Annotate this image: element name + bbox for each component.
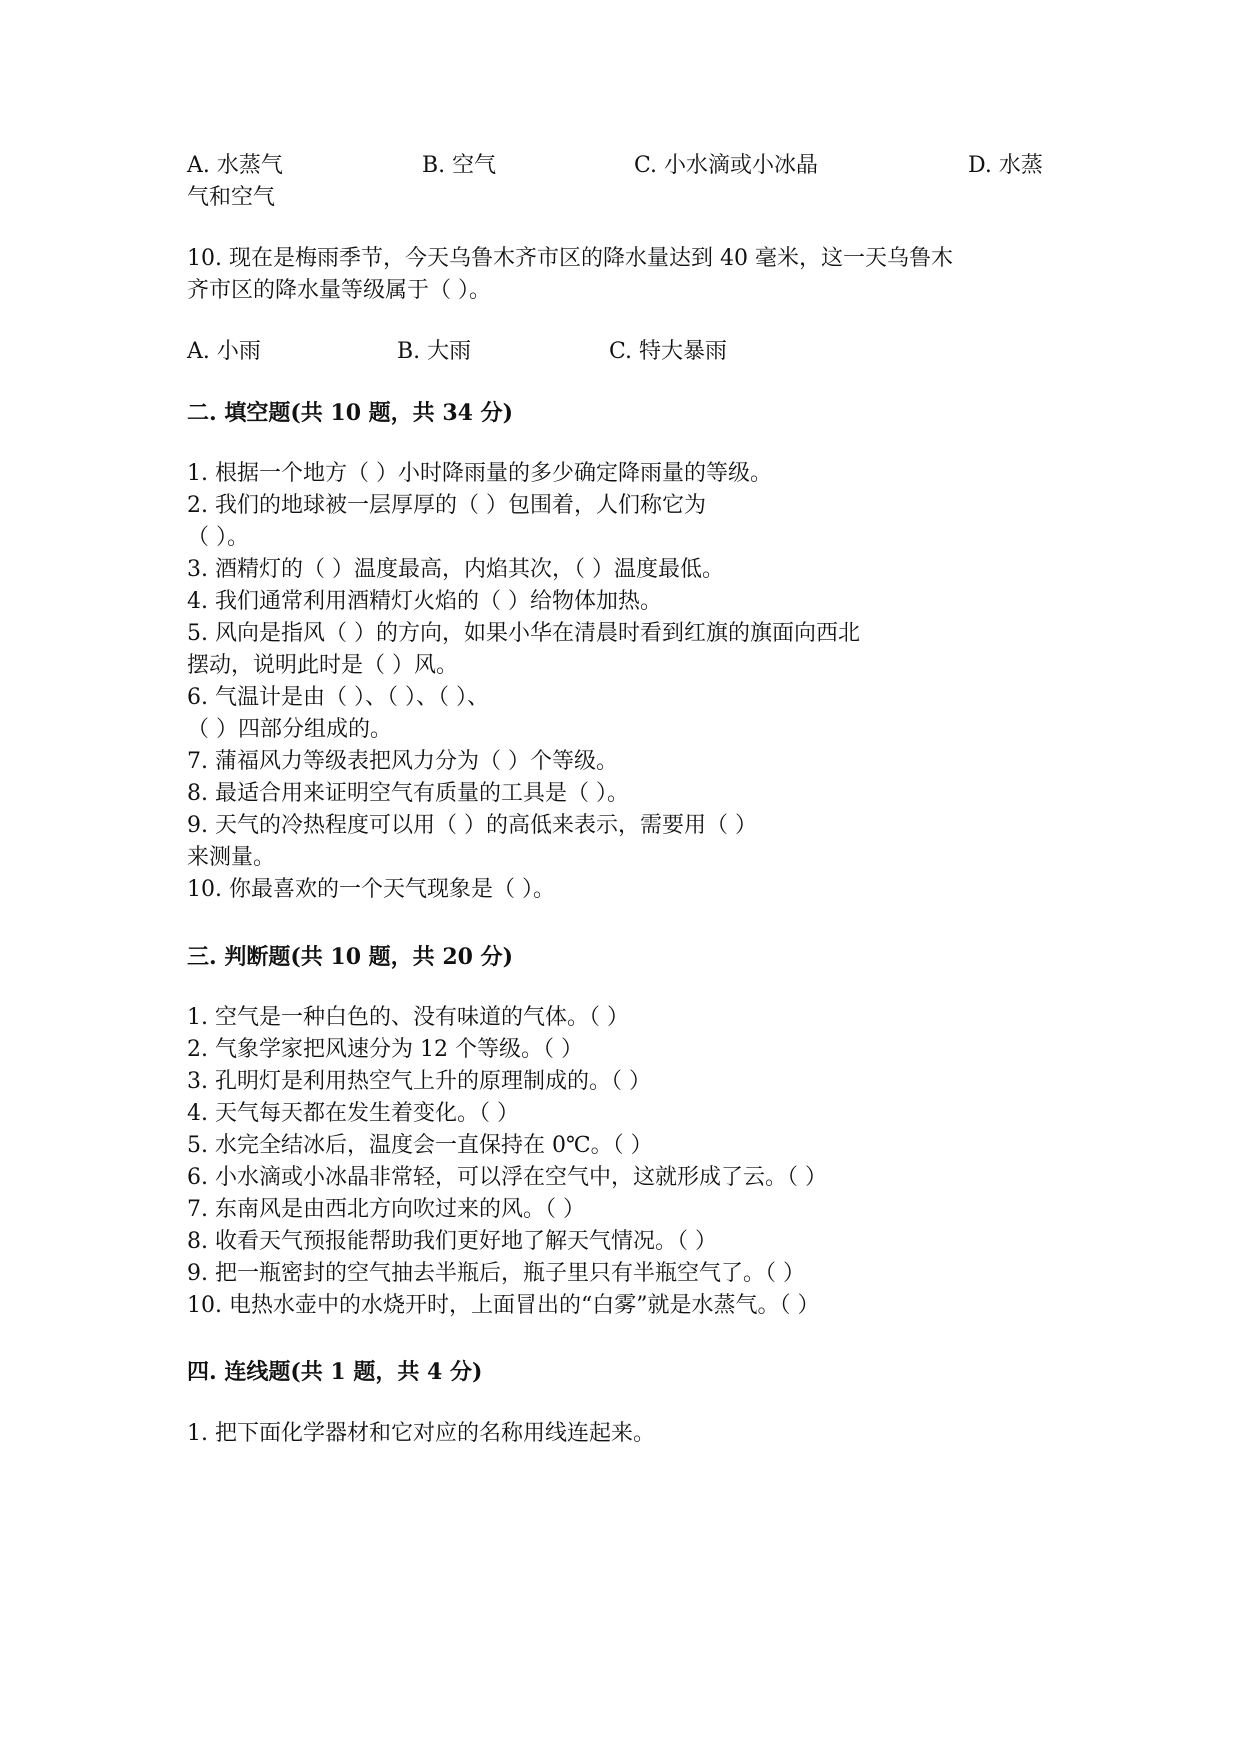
judge-line: 5. 水完全结冰后，温度会一直保持在 0℃。（ ） (187, 1133, 653, 1158)
fill-line: 2. 我们的地球被一层厚厚的（ ）包围着，人们称它为 (187, 493, 706, 518)
fill-line: （ ）四部分组成的。 (187, 717, 392, 742)
fill-line: 摆动，说明此时是（ ）风。 (187, 653, 458, 678)
fill-line: 来测量。 (187, 845, 276, 870)
q10-option-b: B. 大雨 (397, 339, 472, 364)
q9-option-d: D. 水蒸 (968, 153, 1043, 178)
judge-line: 4. 天气每天都在发生着变化。（ ） (187, 1101, 519, 1126)
fill-line: 9. 天气的冷热程度可以用（ ）的高低来表示，需要用（ ） (187, 813, 757, 838)
q9-option-d-continued: 气和空气 (187, 185, 276, 210)
judge-line: 1. 空气是一种白色的、没有味道的气体。（ ） (187, 1005, 629, 1030)
judge-line: 9. 把一瓶密封的空气抽去半瓶后，瓶子里只有半瓶空气了。（ ） (187, 1261, 805, 1286)
q10-option-c: C. 特大暴雨 (609, 339, 728, 364)
q9-option-c: C. 小水滴或小冰晶 (634, 153, 819, 178)
fill-line: 1. 根据一个地方（ ）小时降雨量的多少确定降雨量的等级。 (187, 461, 772, 486)
fill-line: 5. 风向是指风（ ）的方向，如果小华在清晨时看到红旗的旗面向西北 (187, 621, 860, 646)
fill-line: 7. 蒲福风力等级表把风力分为（ ）个等级。 (187, 749, 618, 774)
section3-title: 三. 判断题(共 10 题，共 20 分) (187, 944, 514, 970)
fill-line: 10. 你最喜欢的一个天气现象是（ ）。 (187, 877, 555, 902)
judge-line: 7. 东南风是由西北方向吹过来的风。（ ） (187, 1197, 585, 1222)
judge-line: 10. 电热水壶中的水烧开时，上面冒出的“白雾”就是水蒸气。（ ） (187, 1293, 820, 1318)
fill-line: （ ）。 (187, 525, 249, 550)
judge-line: 6. 小水滴或小冰晶非常轻，可以浮在空气中，这就形成了云。（ ） (187, 1165, 827, 1190)
judge-line: 3. 孔明灯是利用热空气上升的原理制成的。（ ） (187, 1069, 651, 1094)
section2-title: 二. 填空题(共 10 题，共 34 分) (187, 400, 514, 426)
q10-option-a: A. 小雨 (187, 339, 261, 364)
judge-line: 8. 收看天气预报能帮助我们更好地了解天气情况。（ ） (187, 1229, 717, 1254)
q9-option-b: B. 空气 (422, 153, 497, 178)
section4-title: 四. 连线题(共 1 题，共 4 分) (187, 1359, 483, 1385)
judge-line: 2. 气象学家把风速分为 12 个等级。（ ） (187, 1037, 583, 1062)
fill-line: 4. 我们通常利用酒精灯火焰的（ ）给物体加热。 (187, 589, 662, 614)
fill-line: 6. 气温计是由（ ）、（ ）、（ ）、 (187, 685, 489, 710)
match-line: 1. 把下面化学器材和它对应的名称用线连起来。 (187, 1421, 655, 1446)
q9-option-a: A. 水蒸气 (187, 153, 283, 178)
fill-line: 8. 最适合用来证明空气有质量的工具是（ ）。 (187, 781, 629, 806)
q10-text-line1: 10. 现在是梅雨季节，今天乌鲁木齐市区的降水量达到 40 毫米，这一天乌鲁木 (187, 246, 953, 271)
q10-text-line2: 齐市区的降水量等级属于（ ）。 (187, 278, 491, 303)
fill-line: 3. 酒精灯的（ ）温度最高，内焰其次，（ ）温度最低。 (187, 557, 724, 582)
